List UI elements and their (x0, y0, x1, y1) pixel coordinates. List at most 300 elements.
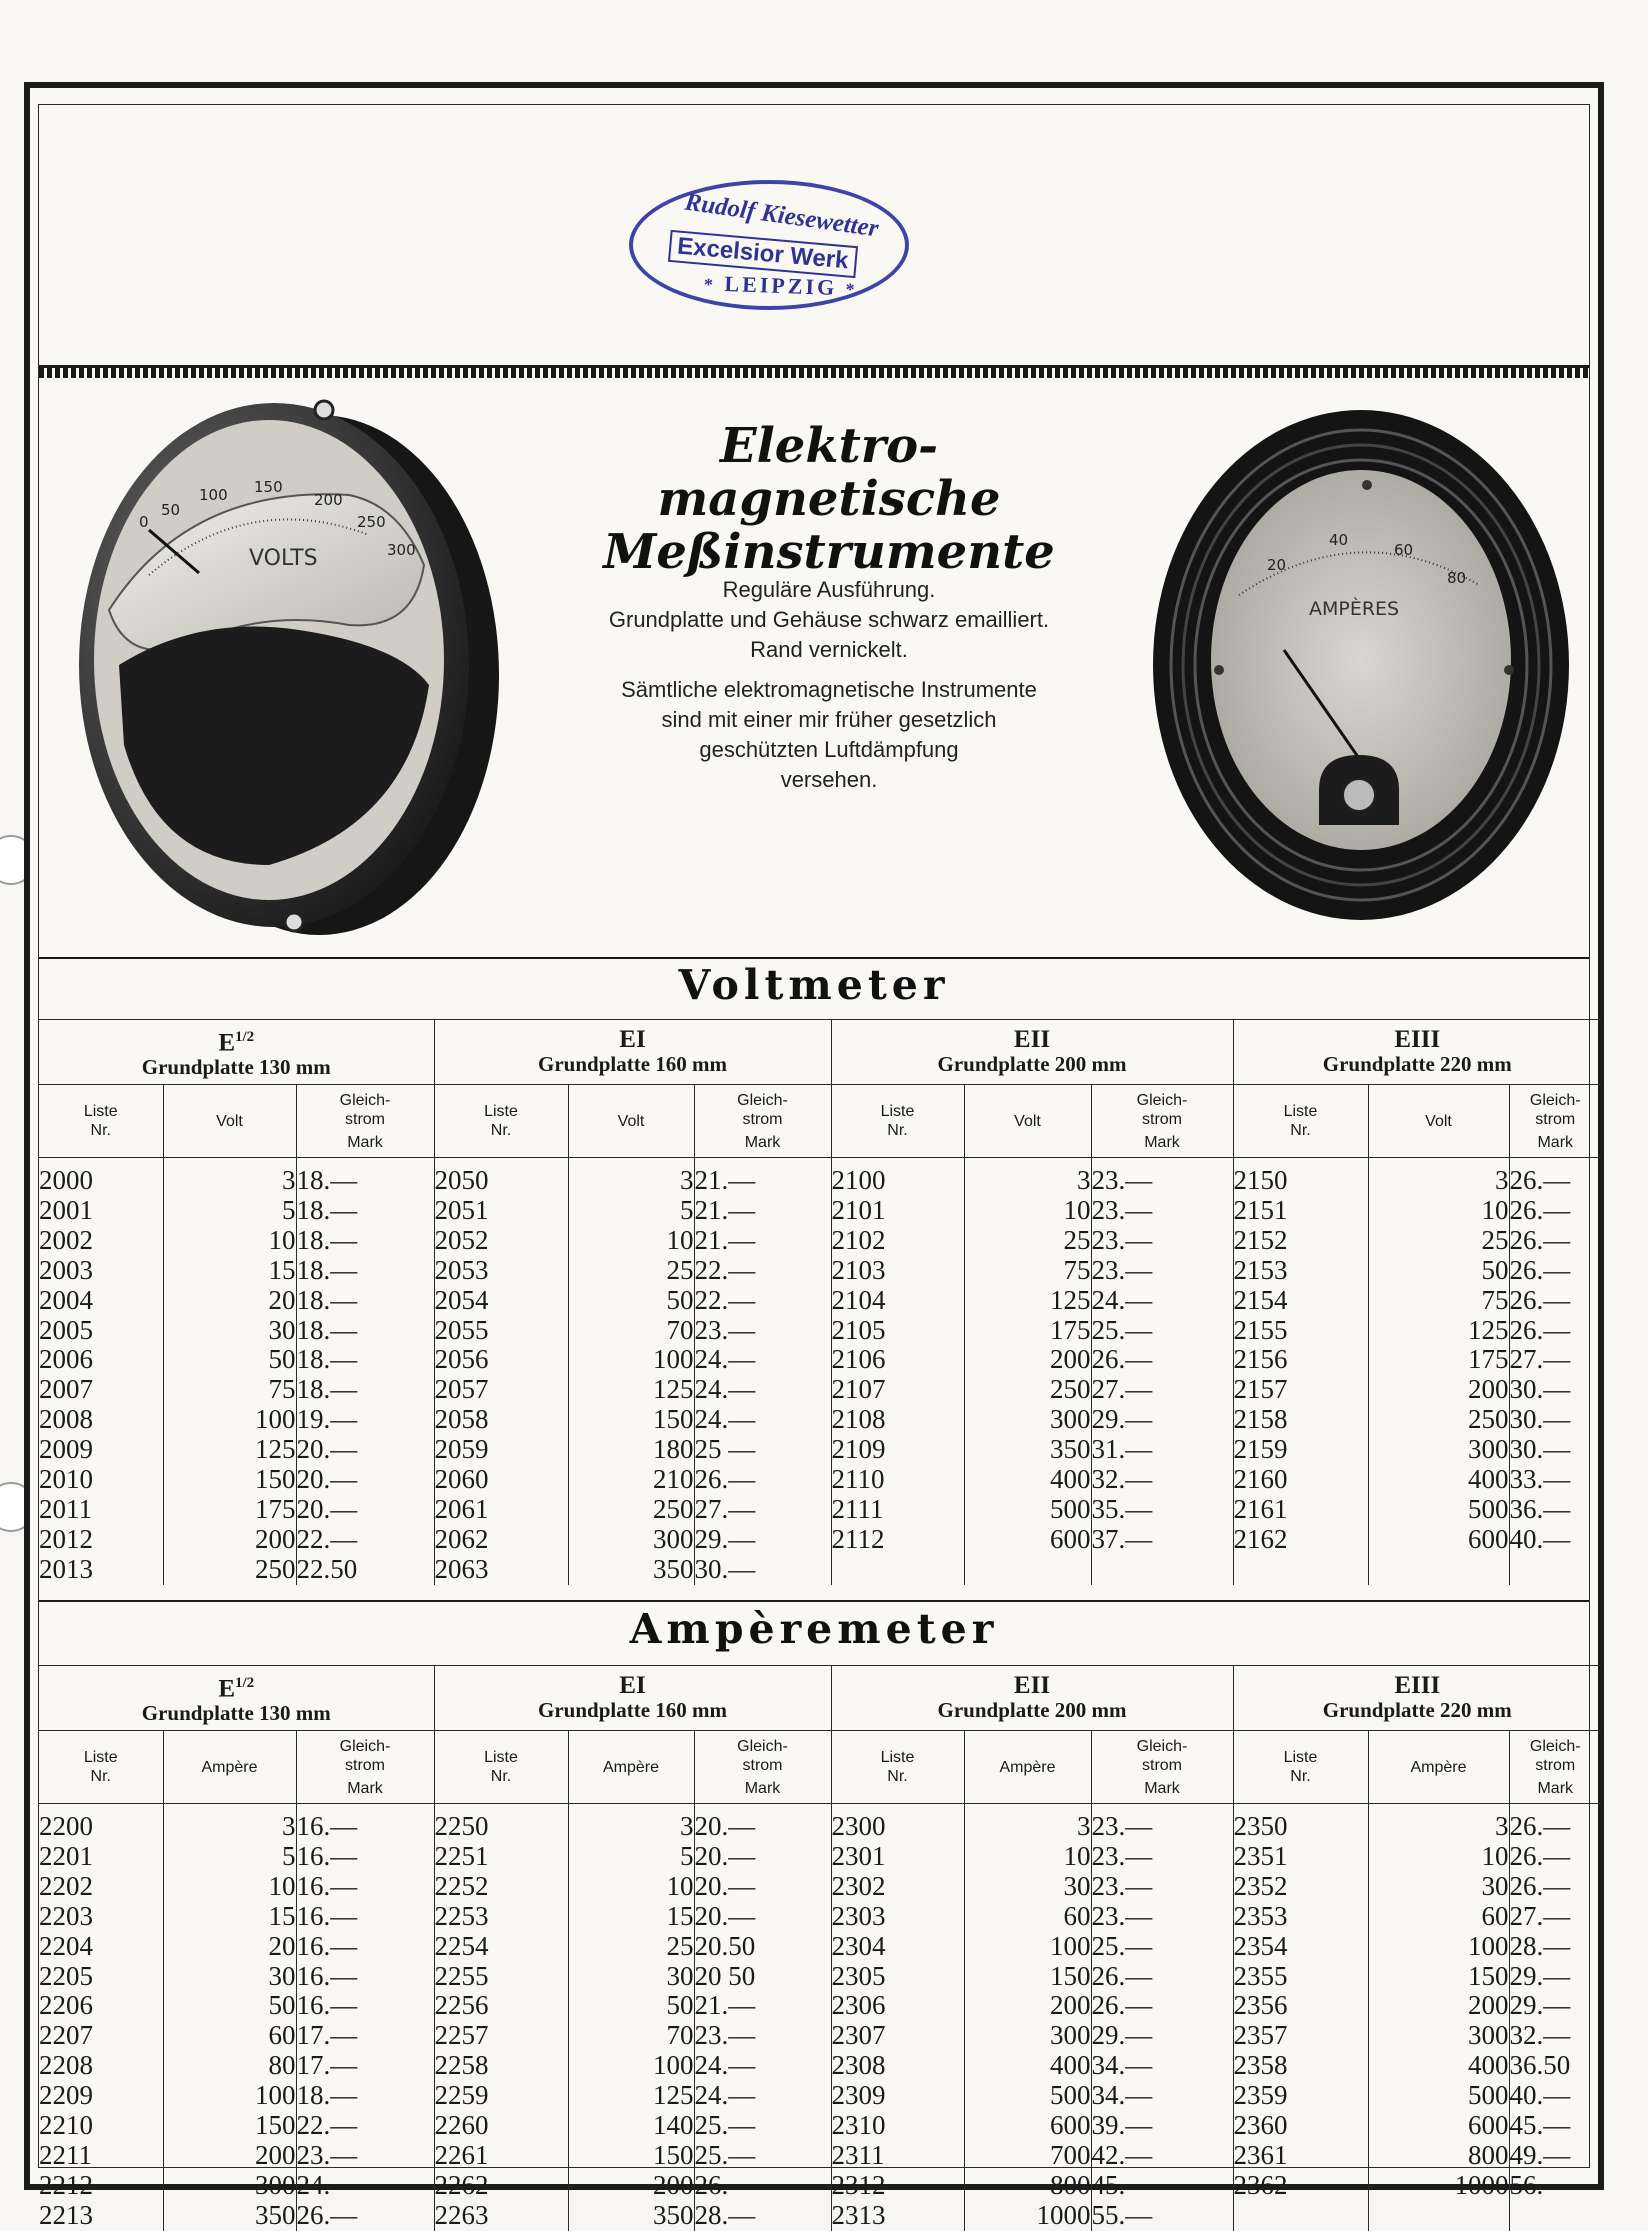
value-cell: 600 (1368, 1525, 1509, 1555)
liste-nr-cell: 2207 (39, 2020, 93, 2051)
stamp-city: * LEIPZIG * (703, 271, 858, 300)
value-cell: 300 (1368, 2021, 1509, 2051)
liste-nr-cell: 2159 (1233, 1435, 1368, 1465)
value-cell: 180 (568, 1435, 694, 1465)
liste-nr-cell: 2305 (831, 1962, 964, 1992)
volt-scale-200: 200 (314, 491, 343, 509)
price-cell: 32.— (1091, 1465, 1233, 1495)
value-cell: 300 (1368, 1435, 1509, 1465)
price-cell: 27.— (1509, 1902, 1601, 1932)
liste-nr-cell: 2306 (831, 1991, 964, 2021)
value-cell: 500 (1368, 2081, 1509, 2111)
table-row (39, 2111, 1601, 2141)
liste-nr-cell: 2357 (1233, 2021, 1368, 2051)
price-cell: 36.50 (1509, 2051, 1601, 2081)
price-cell: 16.— (296, 1842, 434, 1872)
value-cell (964, 1555, 1091, 1585)
liste-nr-cell: 2051 (434, 1196, 568, 1226)
price-cell: 20.— (694, 1804, 831, 1842)
value-cell: 400 (1368, 1465, 1509, 1495)
value-cell: 3 (163, 1804, 296, 1842)
value-cell: 150 (163, 2111, 296, 2141)
table-row (39, 1345, 1601, 1375)
liste-nr-cell: 2054 (434, 1286, 568, 1316)
liste-nr-cell: 2361 (1233, 2141, 1368, 2171)
col-volt: Volt (163, 1085, 296, 1158)
amp-scale-80: 80 (1447, 569, 1467, 587)
price-cell: 18.— (296, 1286, 434, 1316)
col-price: Gleich- strom Mark (694, 1085, 831, 1158)
price-cell (1509, 2201, 1601, 2231)
value-cell: 30 (1368, 1872, 1509, 1902)
liste-nr-cell: 2351 (1233, 1842, 1368, 1872)
price-cell: 25.— (1091, 1316, 1233, 1346)
price-cell: 26.— (1091, 1345, 1233, 1375)
table-row (39, 1991, 1601, 2021)
value-cell: 300 (163, 2171, 296, 2201)
value-cell: 150 (163, 1465, 296, 1495)
value-cell: 15 (568, 1902, 694, 1932)
value-cell: 200 (1368, 1375, 1509, 1405)
liste-nr-cell: 2112 (831, 1525, 964, 1555)
table-row (39, 1932, 1601, 1962)
liste-nr-cell: 2260 (434, 2111, 568, 2141)
value-cell: 10 (964, 1842, 1091, 1872)
value-cell: 80 (163, 2051, 296, 2081)
value-cell: 350 (163, 2201, 296, 2231)
liste-nr-cell: 2059 (434, 1435, 568, 1465)
price-cell: 30.— (1509, 1405, 1601, 1435)
volt-scale-100: 100 (199, 486, 228, 504)
description-paragraph-1 (459, 575, 1199, 665)
table-row (39, 2171, 1601, 2201)
liste-nr-cell: 2358 (1233, 2051, 1368, 2081)
price-cell: 20.— (296, 1465, 434, 1495)
value-cell: 25 (568, 1256, 694, 1286)
liste-nr-cell: 2008 (39, 1404, 93, 1435)
volt-dial-label: VOLTS (249, 546, 318, 571)
price-cell: 20.— (694, 1902, 831, 1932)
price-cell: 23.— (1091, 1804, 1233, 1842)
price-cell: 26.— (1091, 1991, 1233, 2021)
table-row (39, 2141, 1601, 2171)
voltmeter-column-header (39, 1085, 1601, 1158)
price-cell: 33.— (1509, 1465, 1601, 1495)
col-volt: Volt (964, 1085, 1091, 1158)
value-cell: 3 (568, 1804, 694, 1842)
value-cell: 125 (568, 2081, 694, 2111)
liste-nr-cell: 2311 (831, 2141, 964, 2171)
desc2-line-4: versehen. (780, 767, 878, 792)
value-cell: 200 (568, 2171, 694, 2201)
price-cell: 18.— (296, 1158, 434, 1196)
value-cell: 50 (568, 1286, 694, 1316)
liste-nr-cell: 2061 (434, 1495, 568, 1525)
col-price: Gleich- strom Mark (1509, 1731, 1601, 1804)
price-cell: 18.— (296, 1375, 434, 1405)
value-cell: 70 (568, 1316, 694, 1346)
price-cell: 17.— (296, 2051, 434, 2081)
price-cell: 21.— (694, 1991, 831, 2021)
table-row (39, 1555, 1601, 1585)
value-cell: 10 (1368, 1196, 1509, 1226)
price-cell: 26.— (296, 2201, 434, 2231)
value-cell: 800 (1368, 2141, 1509, 2171)
col-liste-nr: Liste Nr. (831, 1731, 964, 1804)
price-cell: 16.— (296, 1962, 434, 1992)
liste-nr-cell: 2350 (1233, 1804, 1368, 1842)
value-cell: 200 (964, 1991, 1091, 2021)
volt-scale-300: 300 (387, 541, 416, 559)
price-cell: 56.— (1509, 2171, 1601, 2201)
price-cell: 22.— (694, 1256, 831, 1286)
price-cell: 20.— (694, 1842, 831, 1872)
price-cell: 30.— (1509, 1375, 1601, 1405)
price-cell: 26.— (1509, 1196, 1601, 1226)
title-line-2: magnetische (657, 471, 1001, 527)
price-cell: 29.— (694, 1525, 831, 1555)
price-cell: 37.— (1091, 1525, 1233, 1555)
header-divider (39, 957, 1589, 959)
liste-nr-cell: 2012 (39, 1523, 93, 1554)
table-row (39, 1256, 1601, 1286)
liste-nr-cell: 2108 (831, 1405, 964, 1435)
value-cell: 50 (1368, 1256, 1509, 1286)
liste-nr-cell (1233, 1555, 1368, 1585)
price-cell: 26.— (1509, 1316, 1601, 1346)
value-cell: 100 (163, 2081, 296, 2111)
liste-nr-cell: 2157 (1233, 1375, 1368, 1405)
liste-nr-cell: 2308 (831, 2051, 964, 2081)
liste-nr-cell: 2307 (831, 2021, 964, 2051)
price-cell: 26.— (1509, 1872, 1601, 1902)
liste-nr-cell: 2352 (1233, 1872, 1368, 1902)
table-row (39, 1902, 1601, 1932)
amp-scale-20: 20 (1267, 556, 1287, 574)
value-cell: 500 (1368, 1495, 1509, 1525)
price-cell: 18.— (296, 1256, 434, 1286)
liste-nr-cell: 2310 (831, 2111, 964, 2141)
title-line-3: Meßinstrumente (603, 524, 1055, 580)
col-liste-nr: Liste Nr. (831, 1085, 964, 1158)
liste-nr-cell: 2356 (1233, 1991, 1368, 2021)
price-cell: 24.— (694, 2051, 831, 2081)
value-cell (1368, 2201, 1509, 2231)
col-ampere: Ampère (964, 1731, 1091, 1804)
liste-nr-cell (1233, 2201, 1368, 2231)
price-cell: 55.— (1091, 2201, 1233, 2231)
liste-nr-cell: 2150 (1233, 1158, 1368, 1196)
value-cell: 30 (163, 1316, 296, 1346)
value-cell: 75 (964, 1256, 1091, 1286)
liste-nr-cell: 2010 (39, 1464, 93, 1495)
value-cell: 3 (163, 1158, 296, 1196)
value-cell: 100 (1368, 1932, 1509, 1962)
price-cell: 22.— (694, 1286, 831, 1316)
price-cell: 26.— (1091, 1962, 1233, 1992)
liste-nr-cell: 2156 (1233, 1345, 1368, 1375)
volt-scale-50: 50 (161, 501, 181, 519)
col-volt: Volt (1368, 1085, 1509, 1158)
liste-nr-cell: 2100 (831, 1158, 964, 1196)
liste-nr-cell: 2200 (39, 1811, 93, 1841)
liste-nr-cell: 2002 (39, 1224, 93, 1255)
liste-nr-cell: 2300 (831, 1804, 964, 1842)
amp-scale-40: 40 (1329, 531, 1349, 549)
amperemeter-group-header (39, 1666, 1601, 1731)
value-cell: 30 (964, 1872, 1091, 1902)
value-cell: 5 (163, 1842, 296, 1872)
value-cell: 50 (568, 1991, 694, 2021)
desc2-line-1: Sämtliche elektromagnetische Instrumente (621, 677, 1037, 702)
voltmeter-group-header (39, 1020, 1601, 1085)
liste-nr-cell: 2057 (434, 1375, 568, 1405)
group-e-half: $E^{1/2}$ Grundplatte 130 mm (39, 1666, 434, 1731)
value-cell: 15 (163, 1256, 296, 1286)
liste-nr-cell: 2313 (831, 2201, 964, 2231)
value-cell: 175 (163, 1495, 296, 1525)
value-cell: 250 (964, 1375, 1091, 1405)
value-cell: 250 (1368, 1405, 1509, 1435)
value-cell: 100 (568, 1345, 694, 1375)
gear-border (39, 365, 1589, 378)
value-cell: 250 (163, 1555, 296, 1585)
col-price: Gleich- strom Mark (694, 1731, 831, 1804)
value-cell: 100 (568, 2051, 694, 2081)
price-cell: 23.— (1091, 1158, 1233, 1196)
table-row (39, 1405, 1601, 1435)
price-cell: 20 50 (694, 1962, 831, 1992)
value-cell: 5 (568, 1842, 694, 1872)
col-price: Gleich- strom Mark (1091, 1731, 1233, 1804)
price-cell: 16.— (296, 1991, 434, 2021)
table-row (39, 1872, 1601, 1902)
price-cell: 22.— (296, 1525, 434, 1555)
liste-nr-cell: 2107 (831, 1375, 964, 1405)
col-liste-nr: Liste Nr. (1233, 1731, 1368, 1804)
table-row (39, 1962, 1601, 1992)
liste-nr-cell: 2056 (434, 1345, 568, 1375)
price-cell: 27.— (1509, 1345, 1601, 1375)
liste-nr-cell: 2262 (434, 2171, 568, 2201)
liste-nr-cell: 2153 (1233, 1256, 1368, 1286)
liste-nr-cell: 2258 (434, 2051, 568, 2081)
liste-nr-cell: 2104 (831, 1286, 964, 1316)
col-ampere: Ampère (163, 1731, 296, 1804)
value-cell: 200 (163, 1525, 296, 1555)
value-cell: 125 (1368, 1316, 1509, 1346)
table-row (39, 1525, 1601, 1555)
price-cell: 30.— (694, 1555, 831, 1585)
company-stamp (629, 180, 919, 320)
liste-nr-cell: 2154 (1233, 1286, 1368, 1316)
title-line-1: Elektro- (719, 418, 938, 474)
price-cell: 20.50 (694, 1932, 831, 1962)
liste-nr-cell: 2103 (831, 1256, 964, 1286)
liste-nr-cell: 2013 (39, 1553, 93, 1584)
value-cell: 75 (1368, 1286, 1509, 1316)
value-cell: 100 (163, 1405, 296, 1435)
table-row (39, 1158, 1601, 1196)
price-cell: 23.— (296, 2141, 434, 2171)
value-cell: 200 (964, 1345, 1091, 1375)
liste-nr-cell: 2060 (434, 1465, 568, 1495)
table-row (39, 1495, 1601, 1525)
voltmeter-illustration (69, 395, 509, 940)
price-cell: 24.— (694, 1375, 831, 1405)
price-cell: 18.— (296, 1226, 434, 1256)
liste-nr-cell: 2007 (39, 1374, 93, 1405)
price-cell: 45.— (1509, 2111, 1601, 2141)
value-cell: 125 (964, 1286, 1091, 1316)
value-cell: 30 (568, 1962, 694, 1992)
col-liste-nr: Liste Nr. (39, 1085, 163, 1158)
price-cell: 26.— (694, 2171, 831, 2201)
price-cell: 32.— (1509, 2021, 1601, 2051)
price-cell: 26.— (694, 1465, 831, 1495)
liste-nr-cell: 2005 (39, 1314, 93, 1345)
value-cell: 600 (1368, 2111, 1509, 2141)
liste-nr-cell: 2011 (39, 1493, 92, 1524)
liste-nr-cell: 2053 (434, 1256, 568, 1286)
value-cell: 60 (1368, 1902, 1509, 1932)
price-cell: 29.— (1091, 1405, 1233, 1435)
value-cell: 15 (163, 1902, 296, 1932)
table-row (39, 1842, 1601, 1872)
liste-nr-cell: 2101 (831, 1196, 964, 1226)
value-cell: 210 (568, 1465, 694, 1495)
price-cell: 29.— (1509, 1962, 1601, 1992)
liste-nr-cell: 2253 (434, 1902, 568, 1932)
price-cell: 26.— (1509, 1256, 1601, 1286)
liste-nr-cell: 2201 (39, 1840, 93, 1871)
price-cell: 23.— (1091, 1196, 1233, 1226)
amp-scale-60: 60 (1394, 541, 1414, 559)
value-cell: 25 (1368, 1226, 1509, 1256)
value-cell: 60 (964, 1902, 1091, 1932)
value-cell: 350 (568, 1555, 694, 1585)
liste-nr-cell: 2006 (39, 1344, 93, 1375)
price-cell: 20.— (694, 1872, 831, 1902)
price-cell: 22.50 (296, 1555, 434, 1585)
price-cell: 24.— (694, 2081, 831, 2111)
price-cell: 35.— (1091, 1495, 1233, 1525)
liste-nr-cell: 2257 (434, 2021, 568, 2051)
value-cell: 300 (964, 2021, 1091, 2051)
price-cell (1509, 1555, 1601, 1585)
liste-nr-cell: 2000 (39, 1165, 93, 1195)
liste-nr-cell: 2158 (1233, 1405, 1368, 1435)
liste-nr-cell: 2353 (1233, 1902, 1368, 1932)
price-cell: 30.— (1509, 1435, 1601, 1465)
value-cell: 20 (163, 1286, 296, 1316)
volt-scale-0: 0 (139, 513, 149, 531)
price-cell: 23.— (694, 2021, 831, 2051)
value-cell: 10 (568, 1226, 694, 1256)
liste-nr-cell: 2058 (434, 1405, 568, 1435)
group-eiii: EIII Grundplatte 220 mm (1233, 1020, 1601, 1085)
price-cell: 21.— (694, 1196, 831, 1226)
value-cell: 20 (163, 1932, 296, 1962)
col-price: Gleich- strom Mark (1091, 1085, 1233, 1158)
value-cell: 800 (964, 2171, 1091, 2201)
amperemeter-title: Ampèremeter (629, 1605, 999, 1653)
value-cell: 300 (964, 1405, 1091, 1435)
value-cell (1368, 1555, 1509, 1585)
value-cell: 150 (568, 2141, 694, 2171)
liste-nr-cell: 2204 (39, 1930, 93, 1961)
value-cell: 5 (163, 1196, 296, 1226)
value-cell: 300 (568, 1525, 694, 1555)
price-cell: 40.— (1509, 2081, 1601, 2111)
col-price: Gleich- strom Mark (296, 1731, 434, 1804)
col-ampere: Ampère (568, 1731, 694, 1804)
value-cell: 30 (163, 1962, 296, 1992)
value-cell: 1000 (964, 2201, 1091, 2231)
value-cell: 400 (964, 1465, 1091, 1495)
liste-nr-cell: 2251 (434, 1842, 568, 1872)
amperemeter-table (39, 1665, 1601, 2231)
price-cell: 16.— (296, 1902, 434, 1932)
table-row (39, 1316, 1601, 1346)
price-cell: 18.— (296, 1196, 434, 1226)
liste-nr-cell: 2055 (434, 1316, 568, 1346)
liste-nr-cell: 2211 (39, 2139, 92, 2170)
price-cell: 27.— (1091, 1375, 1233, 1405)
liste-nr-cell: 2001 (39, 1194, 93, 1225)
description-paragraph-2 (459, 675, 1199, 795)
group-eii: EII Grundplatte 200 mm (831, 1020, 1233, 1085)
liste-nr-cell: 2256 (434, 1991, 568, 2021)
liste-nr-cell: 2301 (831, 1842, 964, 1872)
liste-nr-cell: 2261 (434, 2141, 568, 2171)
table-row (39, 2081, 1601, 2111)
liste-nr-cell: 2050 (434, 1158, 568, 1196)
price-cell: 26.— (1509, 1842, 1601, 1872)
desc1-line-2: Grundplatte und Gehäuse schwarz emailliert. (608, 607, 1050, 632)
price-cell: 39.— (1091, 2111, 1233, 2141)
price-cell: 20.— (296, 1495, 434, 1525)
liste-nr-cell: 2254 (434, 1932, 568, 1962)
table-row (39, 1286, 1601, 1316)
price-cell: 24.— (1091, 1286, 1233, 1316)
liste-nr-cell: 2205 (39, 1960, 93, 1991)
liste-nr-cell: 2209 (39, 2080, 93, 2111)
price-cell: 31.— (1091, 1435, 1233, 1465)
price-cell: 25.— (1091, 1932, 1233, 1962)
liste-nr-cell: 2052 (434, 1226, 568, 1256)
liste-nr-cell: 2106 (831, 1345, 964, 1375)
value-cell: 150 (568, 1405, 694, 1435)
table-row (39, 1226, 1601, 1256)
value-cell: 75 (163, 1375, 296, 1405)
liste-nr-cell: 2263 (434, 2201, 568, 2231)
liste-nr-cell: 2062 (434, 1525, 568, 1555)
price-cell: 16.— (296, 1872, 434, 1902)
value-cell: 3 (568, 1158, 694, 1196)
value-cell: 60 (163, 2021, 296, 2051)
group-eii: EII Grundplatte 200 mm (831, 1666, 1233, 1731)
price-cell: 16.— (296, 1804, 434, 1842)
stamp-name: Rudolf Kiesewetter (683, 188, 881, 243)
value-cell: 600 (964, 1525, 1091, 1555)
price-cell: 23.— (1091, 1872, 1233, 1902)
liste-nr-cell: 2003 (39, 1254, 93, 1285)
liste-nr-cell: 2208 (39, 2050, 93, 2081)
price-cell: 26.— (1509, 1804, 1601, 1842)
col-price: Gleich- strom Mark (296, 1085, 434, 1158)
price-cell: 21.— (694, 1226, 831, 1256)
